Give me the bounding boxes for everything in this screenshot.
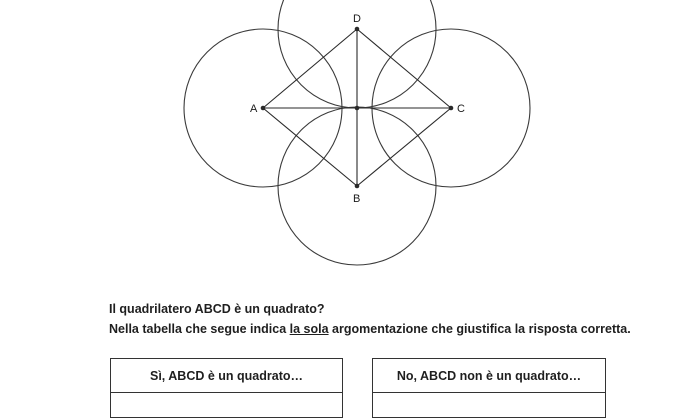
vertex-d-point	[355, 27, 360, 32]
question-line-2	[109, 319, 631, 339]
segment-dc	[357, 29, 451, 108]
vertex-a-point	[261, 106, 266, 111]
question-line-1: Il quadrilatero ABCD è un quadrato?	[109, 302, 325, 316]
vertex-c-point	[449, 106, 454, 111]
answer-box-yes	[110, 358, 343, 418]
vertex-b-label: B	[353, 193, 361, 205]
vertex-d-label: D	[353, 13, 361, 25]
question-line-2-start: Nella tabella che segue indica	[109, 322, 290, 336]
question-line-2-end: argomentazione che giustifica la risposta corretta.	[328, 322, 631, 336]
center-point	[355, 106, 360, 111]
underlined-phrase: la sola	[289, 322, 329, 336]
question-text	[109, 299, 631, 339]
vertex-a-label: A	[250, 103, 258, 115]
answer-header-yes: Sì, ABCD è un quadrato…	[111, 359, 342, 393]
answer-header-no: No, ABCD non è un quadrato…	[373, 359, 605, 393]
vertex-b-point	[355, 184, 360, 189]
segment-cb	[357, 108, 451, 186]
segment-ad	[263, 29, 357, 108]
vertex-c-label: C	[457, 103, 465, 115]
segment-ba	[263, 108, 357, 186]
answer-box-no	[372, 358, 606, 418]
